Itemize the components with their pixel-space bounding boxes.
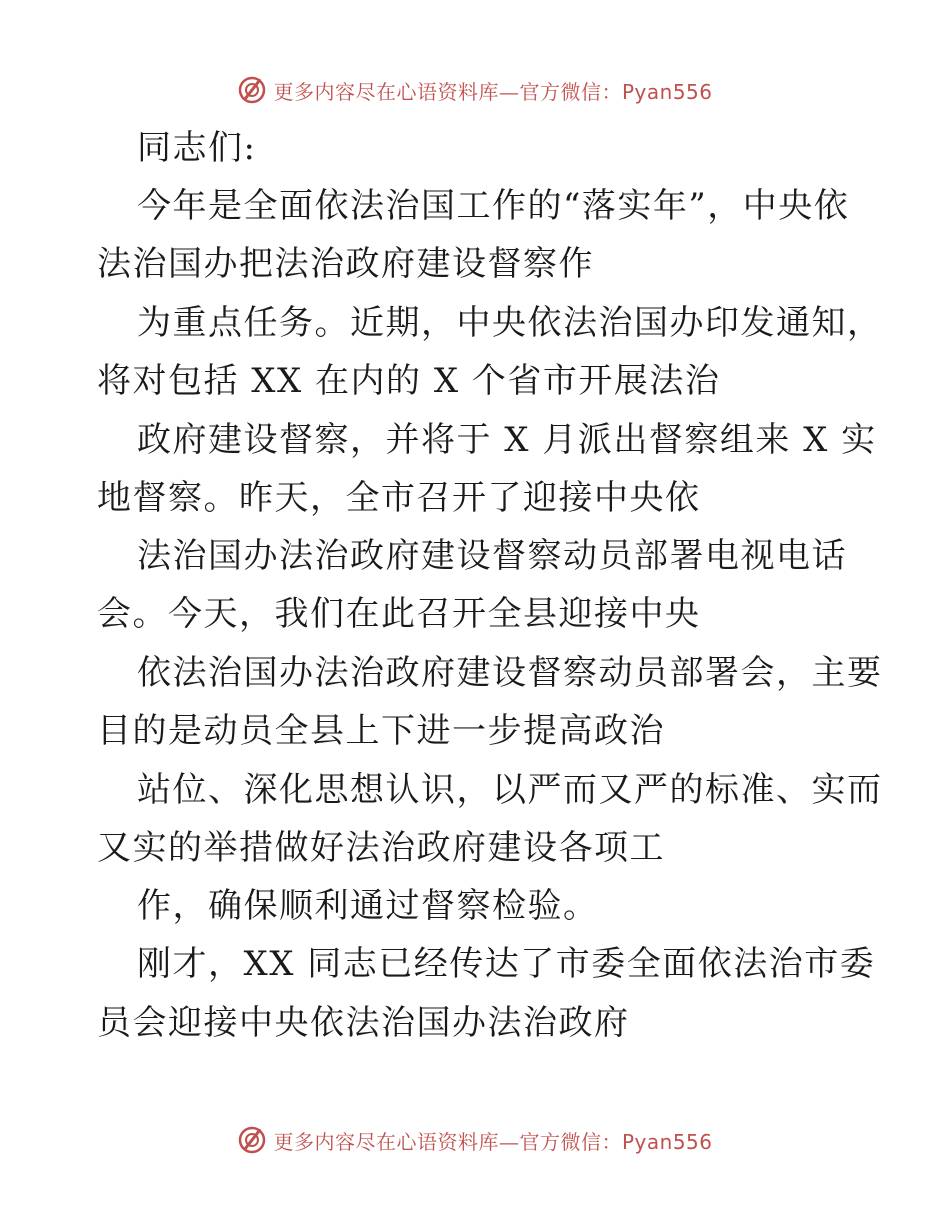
document-line: 作，确保顺利通过督察检验。 [137, 886, 599, 926]
document-line: 将对包括 XX 在内的 X 个省市开展法治 [97, 361, 721, 401]
footer-banner-text [273, 1126, 712, 1155]
document-line: 站位、深化思想认识，以严而又严的标准、实而 [137, 770, 883, 810]
header-wechat-id: Pyan556 [621, 79, 713, 104]
document-line: 依法治国办法治政府建设督察动员部署会，主要 [137, 653, 883, 693]
document-line: 目的是动员全县上下进一步提高政治 [97, 711, 665, 751]
footer-banner [0, 1120, 950, 1160]
document-line: 今年是全面依法治国工作的“落实年”，中央依 [137, 186, 850, 226]
document-line: 会。今天，我们在此召开全县迎接中央 [97, 594, 701, 634]
footer-banner-label: 更多内容尽在心语资料库—官方微信： [273, 1129, 622, 1154]
document-line: 地督察。昨天，全市召开了迎接中央依 [97, 478, 701, 518]
document-line: 又实的举措做好法治政府建设各项工 [97, 828, 665, 868]
document-line: 为重点任务。近期，中央依法治国办印发通知， [137, 303, 883, 343]
document-line: 同志们: [137, 128, 257, 168]
document-line: 法治国办把法治政府建设督察作 [97, 244, 594, 284]
header-banner [0, 70, 950, 110]
brand-logo-icon [237, 1125, 267, 1155]
document-line: 法治国办法治政府建设督察动员部署电视电话 [137, 536, 847, 576]
header-banner-text [273, 76, 712, 105]
footer-wechat-id: Pyan556 [621, 1129, 713, 1154]
document-line: 员会迎接中央依法治国办法治政府 [97, 1003, 630, 1043]
brand-logo-icon [237, 75, 267, 105]
document-line: 刚才，XX 同志已经传达了市委全面依法治市委 [137, 944, 876, 984]
header-banner-label: 更多内容尽在心语资料库—官方微信： [273, 79, 622, 104]
document-line: 政府建设督察，并将于 X 月派出督察组来 X 实 [137, 420, 877, 460]
